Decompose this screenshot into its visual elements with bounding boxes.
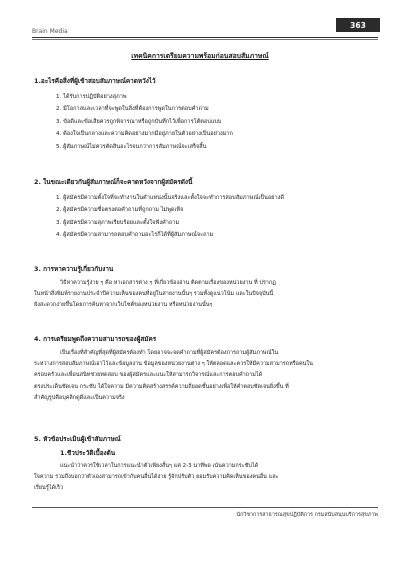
document-title: เทคนิคการเตรียมความพร้อมก่อนสอบสัมภาษณ์ [131, 52, 269, 60]
brand-label: Brain Media [32, 28, 68, 35]
list-item: 1. ได้รับการปฏิบัติอย่างสุภาพ [56, 94, 127, 100]
paragraph-line: เรียนรู้ได้เร็ว [34, 485, 64, 492]
section-5-heading: 5. หัวข้อประเมินผู้เข้าสัมภาษณ์ [34, 435, 121, 443]
header-rule-thin [32, 39, 378, 40]
section-4-paragraph [34, 348, 374, 404]
footer-rule [32, 507, 378, 508]
paragraph-line: ใจความ รวมถึงบอกว่าตัวเองสามารถเข้ากับคนอื่นได้ง่าย รู้จักปรับตัว ยอมรับความคิดเห็นของคนอื่น และ [34, 474, 279, 481]
list-item: 4. ต้องใจเป็นกลางและความคิดอย่างมากมีอยู่ภายในตัวอย่างเป็นอย่างมาก [56, 131, 233, 138]
list-item: 1. ผู้สมัครมีความตั้งใจที่จะทำงานในตำแหน่งนั้นจริงและตั้งใจจะทำการสอบสัมภาษณ์เป็นอย่างดี [56, 195, 284, 201]
list-item: 3. ข้อดีและข้อเสียควรถูกพิจารณาหรือถูกบันทึกไว้เพื่อการโต้ตอบแบบ [56, 118, 222, 125]
section-4-heading: 4. การเตรียมพูดถึงความสามารถของผู้สมัคร [34, 335, 157, 343]
paragraph-line: ครอบครัวและเพื่อนสนิทช่วยทดสอบ ของผู้สมัครและแนะให้สามารถวิจารณ์และการตอบคำถามได้ [34, 372, 263, 379]
paragraph-line: วิธีหาความรู้ง่าย ๆ คือ หาเอกสารต่าง ๆ ที่เกี่ยวข้องอ่าน ติดตามเรื่องของหน่วยงาน ที่ ปรากฏ [60, 280, 276, 286]
list-item: 5. ผู้สัมภาษณ์ไม่ควรตัดสินอะไรจนกว่าการสัมภาษณ์จะเสร็จสิ้น [56, 143, 207, 150]
section-2-list [56, 192, 376, 242]
page-number-badge: 363 [336, 18, 380, 32]
section-1-heading: 1.อะไรคือสิ่งที่ผู้เข้าสอบสัมภาษณ์คาดหวังไว้ [34, 77, 156, 85]
list-item: 2. มีโอกาสและเวลาที่จะพูดในสิ่งที่ต้องการพูดในการตอบคำถาม [56, 106, 209, 113]
paragraph-line: เป็นเรื่องที่สำคัญที่สุดที่ผู้สมัครต้องทำ โดยอาจจะจดคำถามที่ผู้สมัครต้องการถามผู้สัมภาษณ์ใน [60, 350, 279, 356]
paragraph-line: ยังสะดวกง่ายขึ้นโดยการค้นหาจากเว็บไซต์ของหน่วยงาน หรือหน่วยงานนั้นๆ [34, 302, 213, 309]
section-5-paragraph [34, 461, 374, 495]
section-3-paragraph [34, 278, 374, 312]
section-2-heading: 2. ในขณะเดียวกันผู้สัมภาษณ์ก็จะคาดหวังจากผู้สมัครดังนี้ [34, 178, 193, 186]
paragraph-line: ระหว่างการสอบสัมภาษณ์เอาไว้และข้อมูลงาน ข้อมูลของหน่วยงานต่าง ๆ ให้ตลอดและควรให้มีความสามารถหรือคนใน [34, 361, 313, 368]
paragraph-line: สำคัญรูปคือบุคลิกดูดีและเป็นความจริง [34, 394, 125, 401]
section-3-heading: 3. การหาความรู้เกี่ยวกับงาน [34, 265, 114, 273]
section-5-subheading: 1.ชีวประวัติเบื้องต้น [60, 449, 116, 457]
list-item: 4. ผู้สมัครมีความสามารถตอบคำถามอะไรก็ได้ที่ผู้สัมภาษณ์จะถาม [56, 232, 214, 239]
footer-text: นักวิชาการสาธารณสุขปฏิบัติการ กรมสนับสนุนบริการสุขภาพ [236, 512, 378, 518]
paragraph-line: แนะนำว่าควรใช้เวลาในการแนะนำตัวเพียงสั้นๆ แค่ 2-3 นาทีพอ เน้นความกระชับได้ [60, 463, 259, 469]
paragraph-line: ตรงประเด็นชัดเจน กระชับ ได้ใจความ มีความคิดสร้างสรรค์ความถี่ยอดชั้นอย่างเพื่อให้คำตอบชัดเจนยิ่งขึ้น ที่ [34, 383, 289, 390]
paragraph-line: ในหน้าสิ่งพิมพ์รายงานประจำปีความเห็นของคนที่อยู่ในสายงานนั้นๆ รวมทั้งดูแนวโน้ม และในปัจจุบันนี้ [34, 291, 274, 298]
section-1-list [56, 91, 376, 153]
list-item: 3. ผู้สมัครมีความสุภาพเรียบร้อยและตั้งใจฟังคำถาม [56, 219, 180, 226]
list-item: 2. ผู้สมัครมีความซื่อตรงต่อคำถามที่ถูกถาม ไม่พูดเท็จ [56, 207, 184, 214]
header-rule [32, 37, 378, 38]
